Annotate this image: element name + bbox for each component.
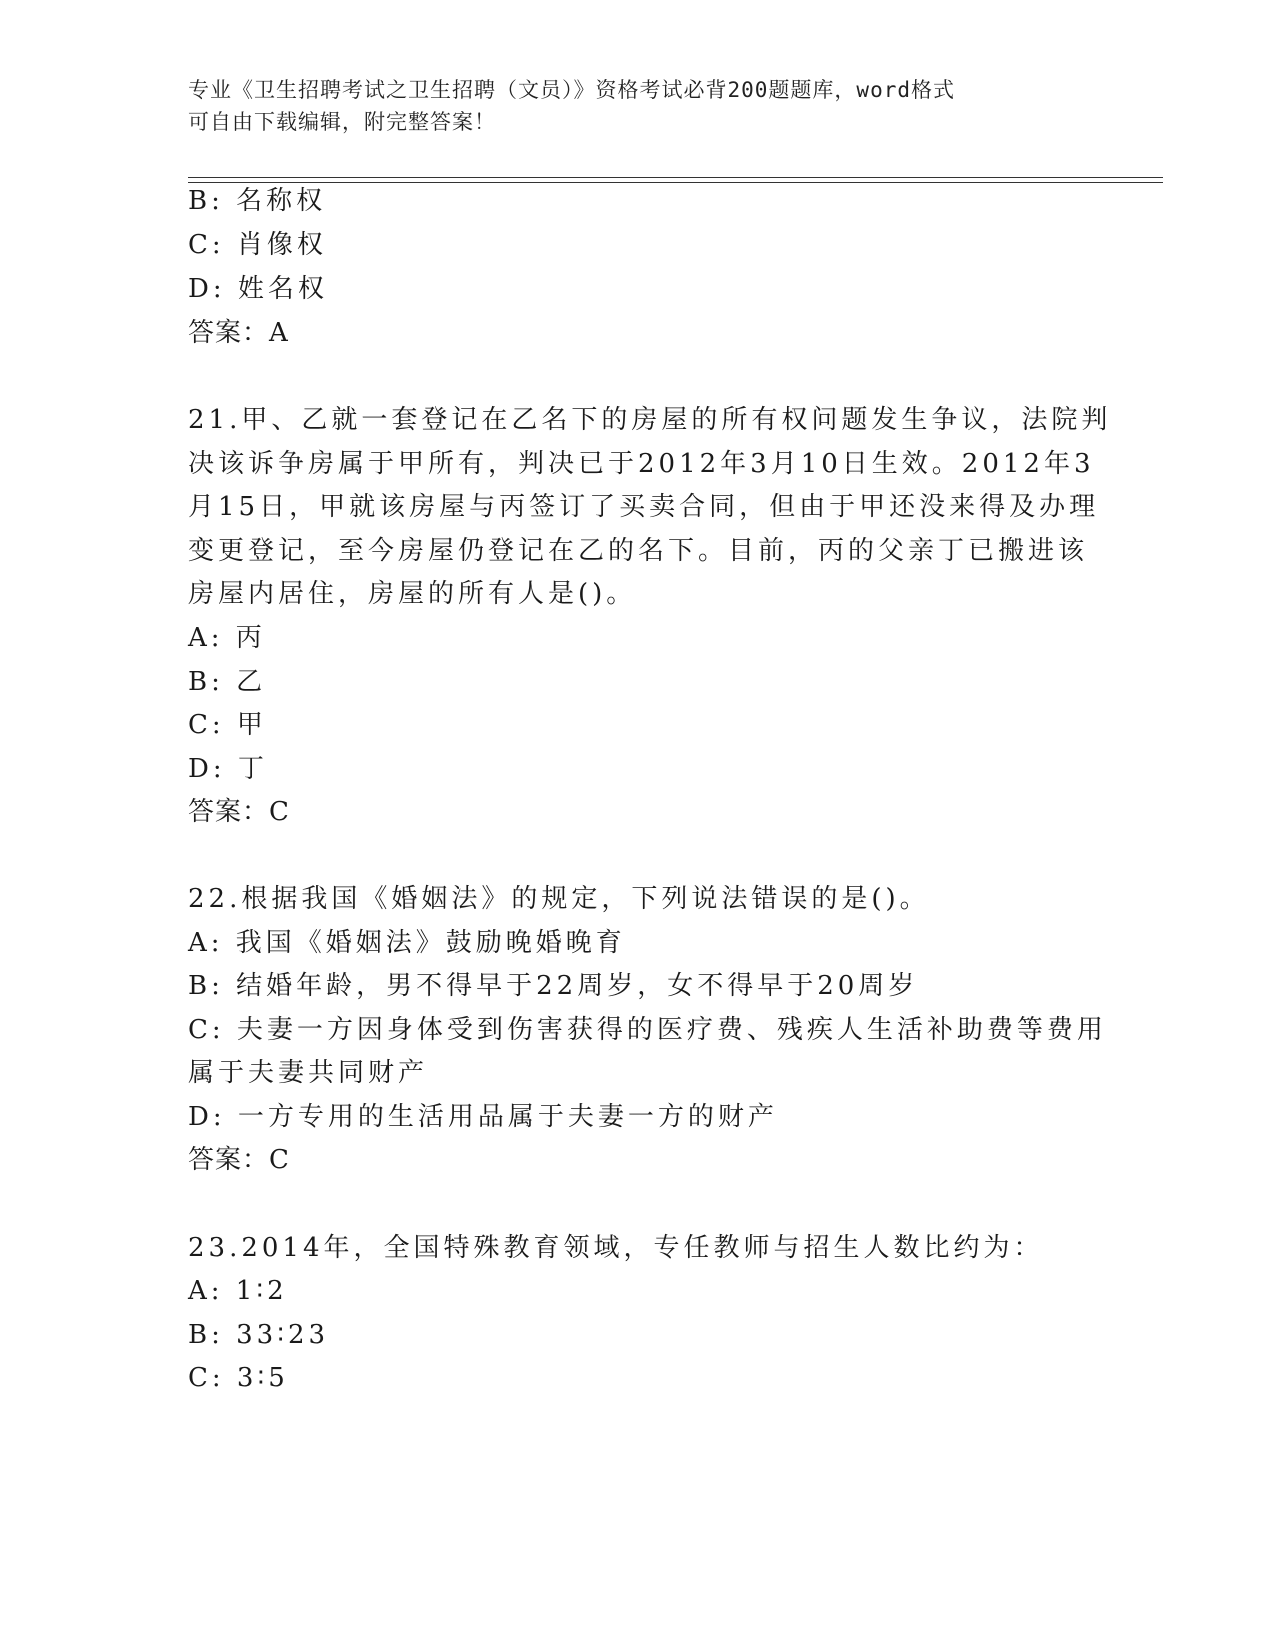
q22-answer: 答案：C — [188, 1145, 290, 1175]
q20-option-c: C: 肖像权 — [188, 230, 327, 260]
q22-stem: 22.根据我国《婚姻法》的规定，下列说法错误的是()。 — [188, 884, 930, 914]
q21-stem-line-4: 变更登记，至今房屋仍登记在乙的名下。目前，丙的父亲丁已搬进该 — [188, 536, 1089, 566]
header-divider-bottom — [188, 182, 1163, 183]
q23-stem: 23.2014年，全国特殊教育领域，专任教师与招生人数比约为： — [188, 1233, 1044, 1263]
q20-option-b: B: 名称权 — [188, 186, 327, 216]
q21-stem-line-3: 月15日，甲就该房屋与丙签订了买卖合同，但由于甲还没来得及办理 — [188, 492, 1100, 522]
q21-stem-line-1: 21.甲、乙就一套登记在乙名下的房屋的所有权问题发生争议，法院判 — [188, 405, 1112, 435]
q22-option-a: A: 我国《婚姻法》鼓励晚婚晚育 — [188, 928, 626, 958]
q21-answer: 答案：C — [188, 797, 290, 827]
header-line-2: 可自由下载编辑，附完整答案！ — [188, 110, 496, 134]
q21-option-d: D: 丁 — [188, 754, 268, 784]
q20-answer: 答案：A — [188, 318, 289, 348]
q21-option-c: C: 甲 — [188, 710, 267, 740]
q23-option-a: A: 1∶2 — [188, 1276, 288, 1306]
document-header — [188, 74, 1088, 138]
q22-option-b: B: 结婚年龄，男不得早于22周岁，女不得早于20周岁 — [188, 971, 919, 1001]
q22-option-c-line-2: 属于夫妻共同财产 — [188, 1058, 429, 1088]
q22-option-c-line-1: C: 夫妻一方因身体受到伤害获得的医疗费、残疾人生活补助费等费用 — [188, 1015, 1107, 1045]
q23-option-b: B: 33∶23 — [188, 1320, 330, 1350]
q21-stem-line-2: 决该诉争房属于甲所有，判决已于2012年3月10日生效。2012年3 — [188, 449, 1095, 479]
q21-stem-line-5: 房屋内居住，房屋的所有人是()。 — [188, 579, 637, 609]
q23-option-c: C: 3∶5 — [188, 1363, 289, 1393]
q22-option-d: D: 一方专用的生活用品属于夫妻一方的财产 — [188, 1102, 778, 1132]
q20-option-d: D: 姓名权 — [188, 274, 328, 304]
q21-option-b: B: 乙 — [188, 667, 267, 697]
header-divider-top — [188, 177, 1163, 178]
header-line-1: 专业《卫生招聘考试之卫生招聘（文员）》资格考试必背200题题库，word格式 — [188, 78, 955, 102]
q21-option-a: A: 丙 — [188, 623, 266, 653]
